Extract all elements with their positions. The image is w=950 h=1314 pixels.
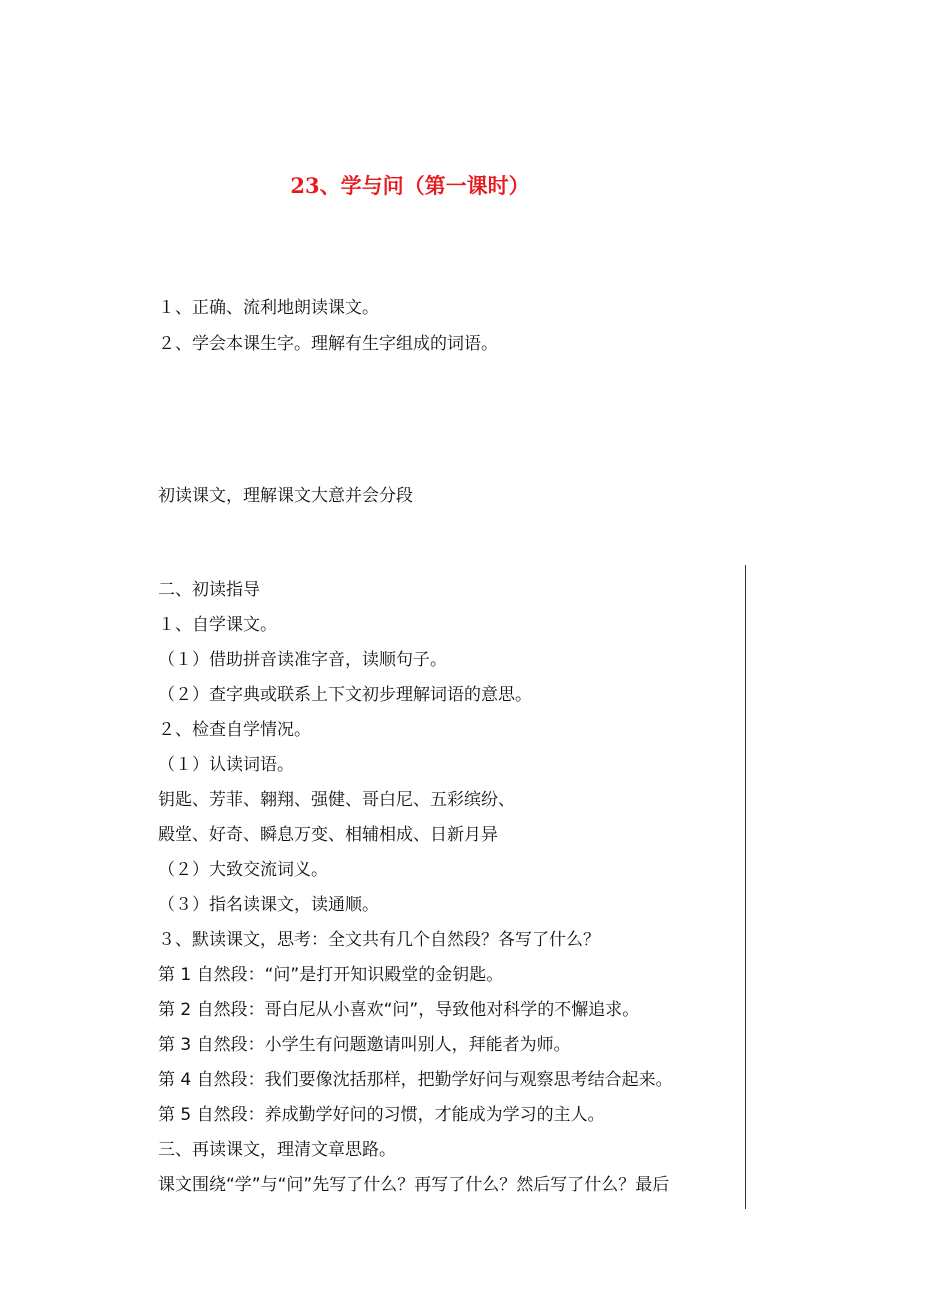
vocabulary-line: 殿堂、好奇、瞬息万变、相辅相成、日新月异	[158, 825, 498, 845]
objective-1: １、正确、流利地朗读课文。	[158, 298, 379, 318]
vocabulary-line: 钥匙、芳菲、翱翔、强健、哥白尼、五彩缤纷、	[158, 790, 515, 810]
teaching-focus: 初读课文，理解课文大意并会分段	[158, 486, 413, 506]
objective-2: ２、学会本课生字。理解有生字组成的词语。	[158, 334, 498, 354]
process-line: 课文围绕“学”与“问”先写了什么？再写了什么？然后写了什么？最后	[158, 1175, 670, 1195]
paragraph-summary: 第 4 自然段：我们要像沈括那样，把勤学好问与观察思考结合起来。	[158, 1070, 673, 1090]
process-line: １、自学课文。	[158, 615, 277, 635]
process-line: （２）大致交流词义。	[158, 860, 328, 880]
process-line: 二、初读指导	[158, 580, 260, 600]
document-title: 23、学与问（第一课时）	[290, 173, 530, 198]
process-line: （２）查字典或联系上下文初步理解词语的意思。	[158, 685, 532, 705]
table-right-border	[745, 565, 746, 1209]
process-line: （１）认读词语。	[158, 755, 294, 775]
paragraph-summary: 第 2 自然段：哥白尼从小喜欢“问”，导致他对科学的不懈追求。	[158, 1000, 640, 1020]
process-line: 三、再读课文，理清文章思路。	[158, 1140, 396, 1160]
process-line: ３、默读课文，思考：全文共有几个自然段？各写了什么？	[158, 930, 600, 950]
paragraph-summary: 第 5 自然段：养成勤学好问的习惯，才能成为学习的主人。	[158, 1105, 605, 1125]
process-line: ２、检查自学情况。	[158, 720, 311, 740]
process-line: （３）指名读课文，读通顺。	[158, 895, 379, 915]
paragraph-summary: 第 3 自然段：小学生有问题邀请叫别人，拜能者为师。	[158, 1035, 571, 1055]
paragraph-summary: 第 1 自然段：“问”是打开知识殿堂的金钥匙。	[158, 965, 504, 985]
process-line: （１）借助拼音读准字音，读顺句子。	[158, 650, 447, 670]
